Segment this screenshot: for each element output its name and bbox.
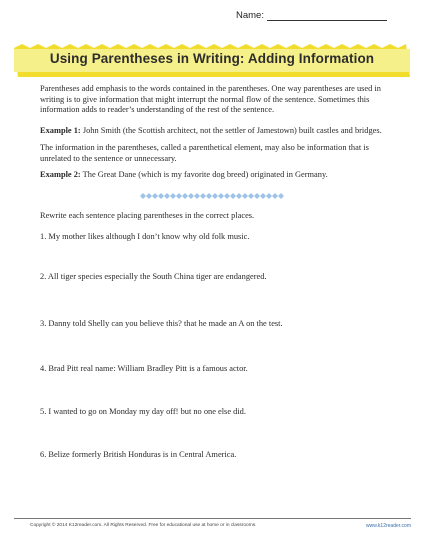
footer-copyright: Copyright © 2014 K12reader.com. All Rights Reserved. Free for educational use at home or in classrooms. bbox=[30, 523, 257, 528]
divider-diamond bbox=[230, 193, 236, 199]
divider-diamond bbox=[182, 193, 188, 199]
divider-diamond bbox=[278, 193, 284, 199]
question-6: 6. Belize formerly British Honduras is in Central America. bbox=[40, 450, 237, 459]
divider-diamond bbox=[146, 193, 152, 199]
title-banner bbox=[14, 44, 410, 77]
info-paragraph: The information in the parentheses, called a parenthetical element, may also be information that is unrelated to the sentence or unnecessary. bbox=[40, 143, 369, 163]
intro-paragraph: Parentheses add emphasis to the words contained in the parentheses. One way parentheses are used in writing is to give information that might interrupt the normal flow of the sentence. Sometimes this information adds to reader’s understanding of the rest of the sentence. bbox=[40, 84, 381, 115]
question-3: 3. Danny told Shelly can you believe this? that he made an A on the test. bbox=[40, 319, 283, 328]
divider-diamond bbox=[152, 193, 158, 199]
divider-diamond bbox=[242, 193, 248, 199]
divider-diamond bbox=[254, 193, 260, 199]
name-label: Name: bbox=[236, 10, 264, 21]
divider-diamond bbox=[158, 193, 164, 199]
divider-diamond bbox=[260, 193, 266, 199]
question-4: 4. Brad Pitt real name: William Bradley Pitt is a famous actor. bbox=[40, 364, 248, 373]
example-1 bbox=[40, 126, 390, 137]
divider-diamond bbox=[212, 193, 218, 199]
divider-diamond bbox=[272, 193, 278, 199]
divider-diamond bbox=[194, 193, 200, 199]
divider-diamond bbox=[200, 193, 206, 199]
divider-diamond bbox=[164, 193, 170, 199]
example-1-text: John Smith (the Scottish architect, not the settler of Jamestown) built castles and bridges. bbox=[80, 126, 382, 135]
divider-diamond bbox=[248, 193, 254, 199]
name-field bbox=[236, 10, 387, 21]
divider-diamond bbox=[224, 193, 230, 199]
question-1: 1. My mother likes although I don’t know why old folk music. bbox=[40, 232, 250, 241]
divider-diamond bbox=[236, 193, 242, 199]
divider-diamond bbox=[206, 193, 212, 199]
example-1-label: Example 1: bbox=[40, 126, 81, 135]
example-2 bbox=[40, 170, 390, 181]
worksheet-title: Using Parentheses in Writing: Adding Information bbox=[49, 51, 375, 66]
divider-diamond bbox=[266, 193, 272, 199]
name-blank-line[interactable] bbox=[267, 11, 387, 21]
footer-url[interactable]: www.k12reader.com bbox=[365, 523, 411, 529]
divider-diamond bbox=[188, 193, 194, 199]
divider-diamond bbox=[218, 193, 224, 199]
question-2: 2. All tiger species especially the South China tiger are endangered. bbox=[40, 272, 267, 281]
question-5: 5. I wanted to go on Monday my day off! but no one else did. bbox=[40, 407, 246, 416]
divider-diamond bbox=[170, 193, 176, 199]
instructions: Rewrite each sentence placing parentheses in the correct places. bbox=[40, 211, 255, 220]
example-2-text: The Great Dane (which is my favorite dog breed) originated in Germany. bbox=[80, 170, 328, 179]
divider-diamond bbox=[140, 193, 146, 199]
example-2-label: Example 2: bbox=[40, 170, 81, 179]
footer-divider bbox=[14, 518, 411, 519]
diamond-divider bbox=[140, 192, 285, 200]
divider-diamond bbox=[176, 193, 182, 199]
